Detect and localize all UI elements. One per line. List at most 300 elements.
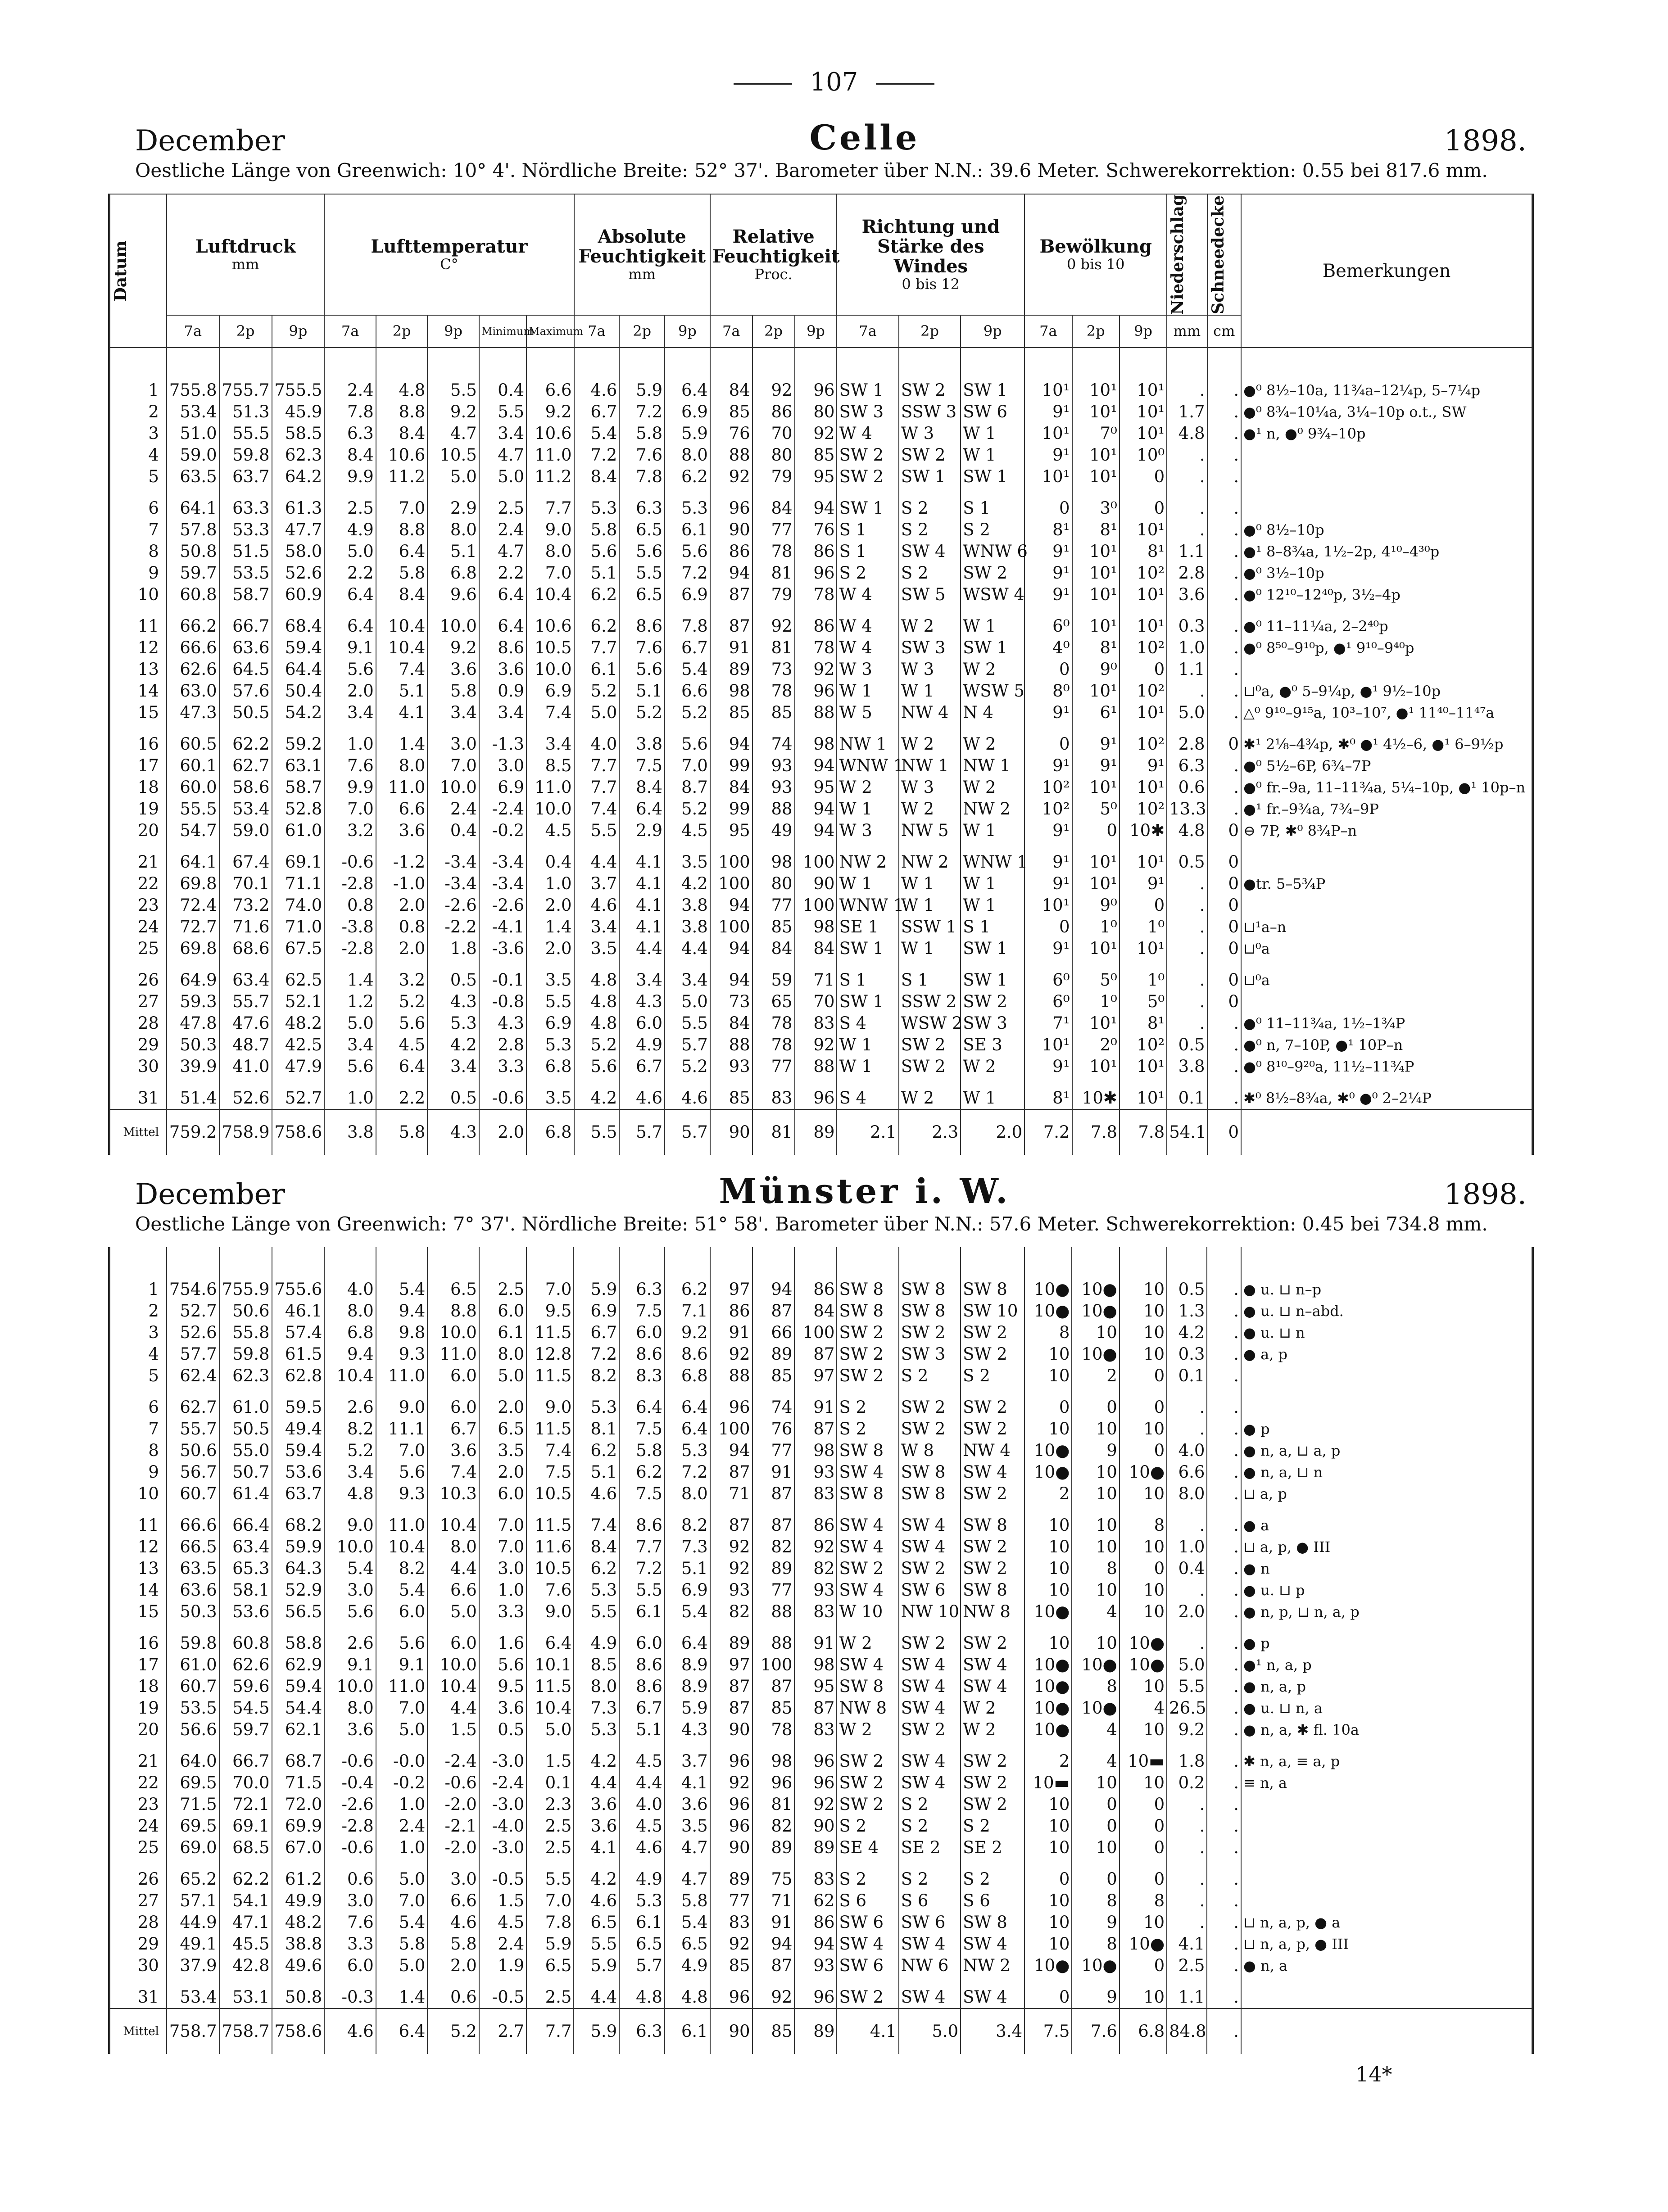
table-cell: 6.1	[619, 1601, 665, 1623]
subheader: 2p	[899, 315, 961, 348]
table-cell: 10▬	[1024, 1772, 1072, 1794]
table-cell: 53.3	[219, 519, 272, 541]
spacer-cell	[752, 348, 795, 380]
table-cell: 51.5	[219, 541, 272, 562]
table-cell: W 4	[837, 423, 898, 444]
table-cell: 0	[1024, 1397, 1072, 1418]
spacer-cell	[376, 348, 427, 380]
table-cell: 8.0	[526, 541, 574, 562]
table-cell: 82	[752, 1536, 795, 1558]
table-cell: 5.8	[427, 680, 479, 702]
table-cell: 83	[752, 1087, 795, 1109]
table-cell: 5.5	[574, 1601, 619, 1623]
table-cell: 61.4	[219, 1483, 272, 1505]
table-cell: SW 2	[961, 1397, 1024, 1418]
table-cell: SW 8	[837, 1300, 898, 1322]
table-cell: 6.7	[574, 401, 620, 423]
table-cell: ⊔¹a–n	[1241, 916, 1532, 938]
table-cell: .	[1167, 969, 1207, 991]
table-cell: ⊔ a, p	[1241, 1483, 1532, 1505]
table-cell: 44.9	[167, 1912, 219, 1933]
row-gap	[110, 606, 1532, 615]
table-cell: -0.6	[324, 851, 376, 873]
table-cell: 10●	[1024, 1601, 1072, 1623]
table-cell: 5.5	[526, 991, 574, 1013]
table-cell: 9¹	[1024, 851, 1072, 873]
spacer-cell	[899, 1247, 961, 1279]
mittel-cell: 6.8	[526, 1109, 574, 1155]
mittel-cell: 5.0	[899, 2008, 961, 2054]
table-cell: 6.7	[619, 1056, 665, 1077]
table-cell: 39.9	[167, 1056, 219, 1077]
muenster-data-table	[109, 1247, 1532, 2054]
table-cell: 6.5	[427, 1279, 479, 1300]
gap-cell	[619, 1077, 665, 1087]
table-cell: 69.5	[167, 1815, 219, 1837]
table-cell: 47.7	[272, 519, 325, 541]
table-row	[110, 637, 1532, 659]
table-cell: ●⁰ 11–11¼a, 2–2⁴⁰p	[1241, 615, 1532, 637]
table-cell: 3.6	[1167, 584, 1207, 606]
table-cell: 63.1	[272, 755, 325, 777]
mittel-cell: 5.7	[619, 1109, 665, 1155]
table-cell: ● n, p, ⊔ n, a, p	[1241, 1601, 1532, 1623]
table-cell: SSW 2	[899, 991, 961, 1013]
table-cell: 98	[795, 916, 837, 938]
table-cell: 69.0	[167, 1837, 219, 1859]
table-cell: 0.3	[1167, 615, 1207, 637]
subheader: 7a	[837, 315, 898, 348]
gap-cell	[479, 606, 526, 615]
table-cell: 58.0	[272, 541, 325, 562]
gap-cell	[752, 1741, 795, 1751]
gap-cell	[526, 1623, 574, 1633]
table-cell: 10●	[1024, 1461, 1072, 1483]
table-cell: SW 2	[899, 1056, 961, 1077]
table-cell: ● n, a	[1241, 1955, 1532, 1977]
table-cell: 10²	[1120, 798, 1167, 820]
table-cell: 7.7	[526, 498, 574, 519]
table-row	[110, 851, 1532, 873]
table-cell: 9¹	[1024, 873, 1072, 895]
table-cell: 1.7	[1167, 401, 1207, 423]
table-row	[110, 733, 1532, 755]
gap-cell	[710, 841, 752, 851]
table-cell: 7.0	[665, 755, 710, 777]
gap-cell	[752, 1623, 795, 1633]
table-cell: 14	[110, 1579, 167, 1601]
table-cell: 54.7	[167, 820, 219, 841]
table-cell: .	[1167, 1579, 1207, 1601]
table-cell: 6.5	[619, 519, 665, 541]
table-cell: SW 3	[837, 401, 898, 423]
table-cell: 2.3	[526, 1794, 574, 1815]
table-cell: 8¹	[1120, 1013, 1167, 1034]
table-cell: 59.8	[219, 1343, 272, 1365]
table-cell	[1241, 1890, 1532, 1912]
table-cell: .	[1167, 1515, 1207, 1536]
table-cell: 4.8	[1167, 820, 1207, 841]
table-cell: -3.0	[479, 1751, 526, 1772]
table-cell: 10.4	[427, 1676, 479, 1697]
table-cell: 4.6	[427, 1912, 479, 1933]
table-cell: 6.0	[619, 1013, 665, 1034]
table-cell: 8.4	[619, 777, 665, 798]
table-cell: 5.9	[574, 1279, 619, 1300]
gap-cell	[479, 488, 526, 498]
table-cell: 10¹	[1024, 466, 1072, 488]
table-cell: -2.4	[427, 1751, 479, 1772]
table-cell: 6.8	[324, 1322, 376, 1343]
gap-cell	[619, 606, 665, 615]
gap-cell	[1120, 1623, 1167, 1633]
table-cell: .	[1167, 380, 1207, 401]
table-cell: 10	[1072, 1772, 1119, 1794]
table-cell: 0.4	[427, 820, 479, 841]
table-cell: 2.5	[479, 498, 526, 519]
table-cell: 7.5	[619, 1418, 665, 1440]
table-cell: 95	[795, 466, 837, 488]
table-cell: 59.4	[272, 1440, 325, 1461]
table-cell: 83	[794, 1719, 837, 1741]
table-cell: -3.6	[479, 938, 526, 959]
table-cell: 5.6	[619, 659, 665, 680]
gap-cell	[272, 724, 325, 733]
table-cell: 59	[752, 969, 795, 991]
table-cell: 9¹	[1072, 755, 1120, 777]
table-cell: 88	[795, 1056, 837, 1077]
gap-cell	[1120, 1505, 1167, 1515]
gap-cell	[574, 1859, 619, 1868]
page-footer: 14*	[1355, 2062, 1392, 2086]
table-cell: SW 1	[961, 466, 1024, 488]
table-cell: 56.6	[167, 1719, 219, 1741]
table-cell: SW 8	[961, 1579, 1024, 1601]
table-cell: 5.8	[574, 519, 620, 541]
table-cell: 90	[795, 873, 837, 895]
table-cell: 96	[710, 1397, 752, 1418]
table-cell: 87	[752, 1515, 795, 1536]
gap-cell	[479, 1623, 526, 1633]
spacer-cell	[1120, 1247, 1167, 1279]
table-cell: 53.4	[167, 401, 219, 423]
table-cell: 3.8	[1167, 1056, 1207, 1077]
table-cell: S 2	[899, 1815, 961, 1837]
table-cell: 45.5	[219, 1933, 272, 1955]
table-row	[110, 615, 1532, 637]
table-cell: 93	[794, 1955, 837, 1977]
table-cell: 2.8	[1167, 562, 1207, 584]
table-cell: 73	[710, 991, 752, 1013]
table-cell: 10	[1024, 1890, 1072, 1912]
table-cell: 71	[795, 969, 837, 991]
table-cell: ●⁰ 11–11¾a, 1½–1¾P	[1241, 1013, 1532, 1034]
table-row	[110, 873, 1532, 895]
table-cell: W 1	[837, 873, 898, 895]
table-cell: SW 6	[837, 1912, 898, 1933]
table-cell: 91	[794, 1633, 837, 1654]
table-cell: 73	[752, 659, 795, 680]
table-cell: .	[1207, 1719, 1241, 1741]
spacer-cell	[1120, 348, 1167, 380]
mittel-cell: 7.8	[1120, 1109, 1167, 1155]
table-cell: WSW 5	[961, 680, 1024, 702]
table-cell: -2.2	[427, 916, 479, 938]
table-cell: 9.0	[526, 1601, 574, 1623]
table-cell: 4.5	[619, 1815, 665, 1837]
table-cell: 10¹	[1120, 777, 1167, 798]
table-cell: 66.2	[167, 615, 219, 637]
table-cell: 10●	[1024, 1955, 1072, 1977]
table-cell: 61.0	[272, 820, 325, 841]
table-row	[110, 1034, 1532, 1056]
gap-cell	[1120, 1741, 1167, 1751]
table-cell: -3.8	[324, 916, 376, 938]
table-cell: 98	[710, 680, 752, 702]
table-cell: 4.8	[376, 380, 427, 401]
table-cell: 67.0	[272, 1837, 325, 1859]
table-cell: 10●	[1024, 1440, 1072, 1461]
table-cell: 6.2	[574, 615, 620, 637]
table-cell: 47.9	[272, 1056, 325, 1077]
gap-cell	[619, 1505, 665, 1515]
table-cell: 52.6	[219, 1087, 272, 1109]
table-cell: 22	[110, 1772, 167, 1794]
table-cell: W 1	[961, 423, 1024, 444]
gap-cell	[1024, 1077, 1072, 1087]
table-cell: 7⁰	[1072, 423, 1120, 444]
table-cell: 9	[110, 562, 167, 584]
table-cell: 2	[1024, 1751, 1072, 1772]
table-cell: 5.0	[526, 1719, 574, 1741]
gap-cell	[710, 606, 752, 615]
table-cell: 8.8	[427, 1300, 479, 1322]
month-label: December	[135, 124, 286, 158]
table-cell: 8.1	[574, 1418, 619, 1440]
gap-cell	[665, 1741, 710, 1751]
table-cell: 68.4	[272, 615, 325, 637]
table-cell: 4	[1072, 1719, 1119, 1741]
table-cell: 3.5	[665, 1815, 710, 1837]
table-cell: SE 4	[837, 1837, 898, 1859]
table-cell: 755.7	[219, 380, 272, 401]
table-cell: 7.6	[619, 637, 665, 659]
table-cell: .	[1167, 466, 1207, 488]
table-cell: 3.4	[324, 1461, 376, 1483]
gap-cell	[1120, 959, 1167, 969]
table-cell: 0	[1120, 1794, 1167, 1815]
table-cell: 10¹	[1120, 423, 1167, 444]
table-cell: 88	[710, 1034, 752, 1056]
gap-cell	[795, 959, 837, 969]
table-cell: -0.5	[479, 1986, 526, 2008]
table-cell: 10.6	[376, 444, 427, 466]
gap-cell	[272, 488, 325, 498]
table-cell: 69.1	[219, 1815, 272, 1837]
table-cell: 87	[794, 1697, 837, 1719]
subheader: Minimum	[479, 315, 526, 348]
table-cell: 71.5	[167, 1794, 219, 1815]
gap-cell	[710, 1505, 752, 1515]
table-cell: 4	[110, 1343, 167, 1365]
subheader: 2p	[1072, 315, 1120, 348]
table-cell: W 3	[899, 659, 961, 680]
table-cell: 6.4	[665, 380, 710, 401]
table-cell: 0.1	[526, 1772, 574, 1794]
table-cell: 0	[1024, 733, 1072, 755]
table-cell: 4.8	[324, 1483, 376, 1505]
table-cell: 15	[110, 702, 167, 724]
table-cell: -2.1	[427, 1815, 479, 1837]
table-cell: SW 3	[961, 1013, 1024, 1034]
table-cell: 68.5	[219, 1837, 272, 1859]
gap-cell	[1167, 1077, 1207, 1087]
table-row	[110, 562, 1532, 584]
mittel-cell	[1241, 1109, 1532, 1155]
table-cell: 96	[710, 1986, 752, 2008]
subheader: 7a	[324, 315, 376, 348]
table-cell: 2.4	[324, 380, 376, 401]
table-cell: 6⁰	[1024, 615, 1072, 637]
table-cell: -2.0	[427, 1837, 479, 1859]
table-cell: 60.1	[167, 755, 219, 777]
table-cell: 8	[1072, 1558, 1119, 1579]
table-cell: 8¹	[1120, 541, 1167, 562]
table-cell: 10▬	[1120, 1751, 1167, 1772]
table-cell: 5.5	[427, 380, 479, 401]
table-cell: SW 1	[837, 498, 898, 519]
gap-cell	[574, 1505, 619, 1515]
table-cell: 82	[710, 1601, 752, 1623]
table-cell: 4.6	[619, 1087, 665, 1109]
table-cell: 4.7	[479, 444, 526, 466]
table-cell: 66.7	[219, 1751, 272, 1772]
table-cell: 28	[110, 1013, 167, 1034]
table-cell: 59.7	[219, 1719, 272, 1741]
table-cell: 1.0	[1167, 637, 1207, 659]
table-cell: 55.5	[167, 798, 219, 820]
table-cell: 52.7	[272, 1087, 325, 1109]
table-cell: 5.3	[574, 1719, 619, 1741]
mittel-cell: 2.1	[837, 1109, 898, 1155]
table-cell: 1⁰	[1072, 991, 1120, 1013]
table-cell: 6.9	[665, 401, 710, 423]
table-cell: 10	[1024, 1536, 1072, 1558]
table-cell: 64.1	[167, 851, 219, 873]
table-cell: 90	[710, 519, 752, 541]
table-cell: 9.2	[427, 401, 479, 423]
table-cell: 31	[110, 1087, 167, 1109]
table-cell: 50.3	[167, 1034, 219, 1056]
table-cell: 85	[710, 702, 752, 724]
subheader: 2p	[619, 315, 665, 348]
gap-cell	[167, 1623, 219, 1633]
table-cell: 10¹	[1120, 851, 1167, 873]
table-cell: .	[1207, 423, 1242, 444]
table-cell: 7.8	[619, 466, 665, 488]
table-cell: 10	[1024, 1558, 1072, 1579]
table-cell: 89	[752, 1837, 795, 1859]
table-cell: 90	[710, 1719, 752, 1741]
table-cell: 62.2	[219, 733, 272, 755]
table-cell: ✱⁰ 8½–8¾a, ✱⁰ ●⁰ 2–2¼P	[1241, 1087, 1532, 1109]
table-cell: SW 8	[961, 1912, 1024, 1933]
table-cell: 79	[752, 466, 795, 488]
mittel-cell: 89	[795, 1109, 837, 1155]
table-cell: 78	[752, 1013, 795, 1034]
gap-cell	[167, 1077, 219, 1087]
table-cell: 5.0	[574, 702, 620, 724]
table-cell: 2	[110, 1300, 167, 1322]
table-cell: 10.0	[427, 615, 479, 637]
gap-cell	[837, 1623, 898, 1633]
table-row	[110, 1986, 1532, 2008]
table-cell: 19	[110, 1697, 167, 1719]
table-cell: 47.8	[167, 1013, 219, 1034]
table-row	[110, 423, 1532, 444]
table-cell: 5.4	[324, 1558, 376, 1579]
table-cell: 3.4	[574, 916, 620, 938]
gap-cell	[961, 724, 1024, 733]
table-cell: 0	[1024, 916, 1072, 938]
gap-cell	[574, 1741, 619, 1751]
col-bewoelkung	[1024, 194, 1167, 315]
gap-cell	[899, 724, 961, 733]
table-cell: 60.9	[272, 584, 325, 606]
table-row	[110, 466, 1532, 488]
table-cell: SW 2	[961, 1751, 1024, 1772]
table-row	[110, 1601, 1532, 1623]
table-cell	[1241, 1815, 1532, 1837]
table-cell: ⊔⁰a, ●⁰ 5–9¼p, ●¹ 9½–10p	[1241, 680, 1532, 702]
table-cell: 5.3	[574, 1397, 619, 1418]
table-cell: .	[1207, 444, 1242, 466]
celle-data-table	[109, 194, 1532, 1155]
table-cell: 92	[710, 1933, 752, 1955]
table-cell: 10●	[1072, 1955, 1119, 1977]
table-cell: 76	[710, 423, 752, 444]
table-row	[110, 1558, 1532, 1579]
table-cell: 4.4	[619, 938, 665, 959]
table-cell: 27	[110, 1890, 167, 1912]
spacer-cell	[1024, 348, 1072, 380]
table-cell: ● n, a, p	[1241, 1676, 1532, 1697]
table-cell: 4.4	[574, 1772, 619, 1794]
spacer-cell	[110, 348, 167, 380]
table-cell: SW 4	[837, 1515, 898, 1536]
table-cell: NW 2	[961, 1955, 1024, 1977]
table-cell: 6.5	[619, 1933, 665, 1955]
table-cell: 10	[1072, 1418, 1119, 1440]
table-cell: 6.7	[427, 1418, 479, 1440]
table-cell: 58.7	[272, 777, 325, 798]
table-cell: 52.6	[272, 562, 325, 584]
table-cell: 92	[710, 1536, 752, 1558]
table-cell: 42.8	[219, 1955, 272, 1977]
table-cell: 7	[110, 1418, 167, 1440]
table-cell: 0	[1207, 873, 1242, 895]
gap-cell	[1024, 959, 1072, 969]
table-cell: 8.2	[574, 1365, 619, 1387]
table-cell: 47.3	[167, 702, 219, 724]
table-cell: SW 2	[837, 1794, 898, 1815]
table-cell: 5.1	[665, 1558, 710, 1579]
table-cell: 85	[752, 916, 795, 938]
table-cell: 5.4	[665, 1912, 710, 1933]
gap-cell	[167, 1505, 219, 1515]
table-cell: 5.3	[574, 498, 620, 519]
table-cell: -4.1	[479, 916, 526, 938]
